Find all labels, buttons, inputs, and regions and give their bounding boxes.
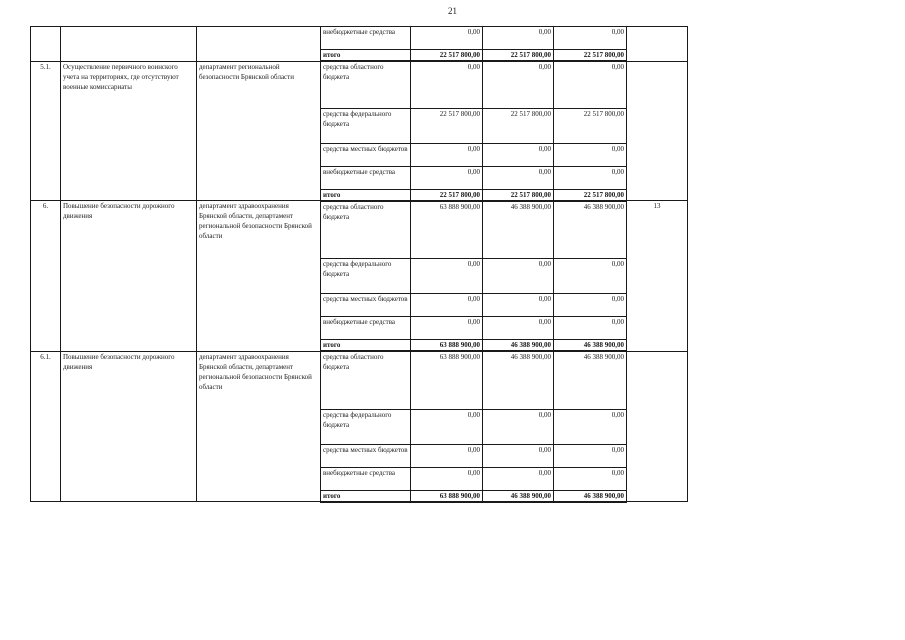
amount-1: 0,00 — [411, 294, 483, 317]
funding-source: итого — [321, 340, 411, 352]
funding-source: средства федерального бюджета — [321, 259, 411, 294]
amount-3: 46 388 900,00 — [554, 201, 627, 259]
amount-1: 0,00 — [411, 259, 483, 294]
amount-2: 0,00 — [483, 259, 554, 294]
amount-3: 0,00 — [554, 317, 627, 340]
executor: департамент здравоохранения Брянской области, департамент региональной безопасности Брянской области — [197, 351, 321, 502]
amount-3: 0,00 — [554, 166, 627, 189]
funding-source: итого — [321, 490, 411, 502]
executor-cell — [197, 27, 321, 62]
activity-name: Повышение безопасности дорожного движения — [61, 201, 197, 352]
funding-source: внебюджетные средства — [321, 317, 411, 340]
amount-2: 0,00 — [483, 294, 554, 317]
funding-source: средства областного бюджета — [321, 351, 411, 409]
activity-name-cell — [61, 27, 197, 62]
amount-2: 22 517 800,00 — [483, 108, 554, 143]
funding-source: итого — [321, 189, 411, 201]
amount-2: 0,00 — [483, 467, 554, 490]
funding-source: внебюджетные средства — [321, 166, 411, 189]
amount-1: 22 517 800,00 — [411, 189, 483, 201]
indicator-cell — [627, 351, 688, 502]
funding-source: средства федерального бюджета — [321, 108, 411, 143]
page-number: 21 — [448, 6, 457, 16]
indicator-cell — [627, 27, 688, 62]
amount-1: 22 517 800,00 — [411, 108, 483, 143]
amount-1: 0,00 — [411, 444, 483, 467]
row-number: 6.1. — [31, 351, 61, 502]
amount-1: 0,00 — [411, 143, 483, 166]
amount-1: 63 888 900,00 — [411, 490, 483, 502]
amount-3: 46 388 900,00 — [554, 490, 627, 502]
amount-3: 22 517 800,00 — [554, 108, 627, 143]
amount-3: 0,00 — [554, 259, 627, 294]
funding-source: средства областного бюджета — [321, 201, 411, 259]
amount-1: 22 517 800,00 — [411, 50, 483, 62]
funding-source: итого — [321, 50, 411, 62]
funding-source: средства местных бюджетов — [321, 143, 411, 166]
amount-1: 0,00 — [411, 61, 483, 108]
amount-2: 22 517 800,00 — [483, 50, 554, 62]
amount-3: 46 388 900,00 — [554, 340, 627, 352]
activity-name: Повышение безопасности дорожного движения — [61, 351, 197, 502]
amount-1: 0,00 — [411, 27, 483, 50]
row-number: 5.1. — [31, 61, 61, 201]
amount-1: 0,00 — [411, 166, 483, 189]
amount-1: 63 888 900,00 — [411, 201, 483, 259]
amount-3: 0,00 — [554, 444, 627, 467]
funding-source: внебюджетные средства — [321, 467, 411, 490]
activity-name: Осуществление первичного воинского учета на территориях, где отсутствуют военные комиссариаты — [61, 61, 197, 201]
amount-2: 46 388 900,00 — [483, 201, 554, 259]
table-row — [31, 201, 688, 259]
amount-2: 0,00 — [483, 409, 554, 444]
funding-source: средства федерального бюджета — [321, 409, 411, 444]
table-row — [31, 61, 688, 108]
budget-table — [30, 26, 688, 503]
funding-source: средства местных бюджетов — [321, 444, 411, 467]
amount-1: 63 888 900,00 — [411, 351, 483, 409]
amount-3: 22 517 800,00 — [554, 50, 627, 62]
amount-2: 0,00 — [483, 444, 554, 467]
amount-2: 0,00 — [483, 166, 554, 189]
row-number-cell — [31, 27, 61, 62]
amount-2: 0,00 — [483, 61, 554, 108]
amount-1: 0,00 — [411, 317, 483, 340]
table-row — [31, 27, 688, 50]
executor: департамент региональной безопасности Брянской области — [197, 61, 321, 201]
amount-3: 46 388 900,00 — [554, 351, 627, 409]
amount-3: 22 517 800,00 — [554, 189, 627, 201]
indicator-value: 13 — [627, 201, 688, 352]
amount-2: 0,00 — [483, 27, 554, 50]
amount-2: 46 388 900,00 — [483, 340, 554, 352]
amount-3: 0,00 — [554, 61, 627, 108]
amount-3: 0,00 — [554, 409, 627, 444]
amount-3: 0,00 — [554, 143, 627, 166]
amount-2: 46 388 900,00 — [483, 351, 554, 409]
indicator-cell — [627, 61, 688, 201]
row-number: 6. — [31, 201, 61, 352]
amount-2: 46 388 900,00 — [483, 490, 554, 502]
amount-1: 0,00 — [411, 409, 483, 444]
funding-source: средства областного бюджета — [321, 61, 411, 108]
amount-2: 0,00 — [483, 143, 554, 166]
amount-2: 22 517 800,00 — [483, 189, 554, 201]
table-row — [31, 351, 688, 409]
amount-1: 0,00 — [411, 467, 483, 490]
amount-2: 0,00 — [483, 317, 554, 340]
executor: департамент здравоохранения Брянской области, департамент региональной безопасности Брянской области — [197, 201, 321, 352]
amount-3: 0,00 — [554, 467, 627, 490]
amount-3: 0,00 — [554, 294, 627, 317]
funding-source: средства местных бюджетов — [321, 294, 411, 317]
amount-1: 63 888 900,00 — [411, 340, 483, 352]
amount-3: 0,00 — [554, 27, 627, 50]
funding-source: внебюджетные средства — [321, 27, 411, 50]
